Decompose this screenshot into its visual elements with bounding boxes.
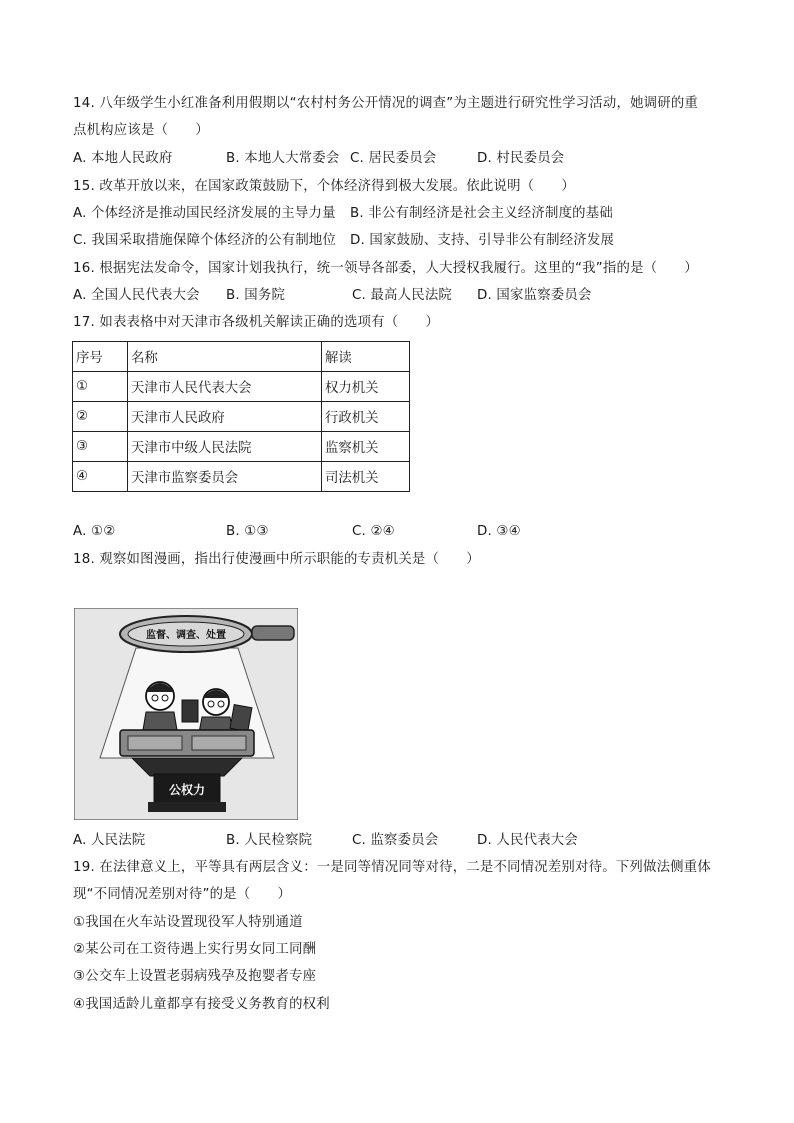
q18-option-d: D. 人民代表大会 xyxy=(477,833,578,848)
q16-option-b: B. 国务院 xyxy=(226,288,286,303)
q14-option-c: C. 居民委员会 xyxy=(350,151,437,166)
q14-stem-line2: 点机构应该是（ ） xyxy=(73,123,209,138)
q17-option-a: A. ①② xyxy=(73,524,116,539)
q17-option-d: D. ③④ xyxy=(477,524,521,539)
q17-stem: 17. 如表表格中对天津市各级机关解读正确的选项有（ ） xyxy=(73,315,440,330)
q16-option-d: D. 国家监察委员会 xyxy=(477,288,592,303)
table-cell: 行政机关 xyxy=(322,402,410,432)
table-cell: 司法机关 xyxy=(322,462,410,492)
table-cell: 天津市人民政府 xyxy=(128,402,322,432)
q19-stem-line2: 现“不同情况差别对待”的是（ ） xyxy=(73,887,292,902)
q15-option-c: C. 我国采取措施保障个体经济的公有制地位 xyxy=(73,233,337,248)
q16-option-a: A. 全国人民代表大会 xyxy=(73,288,200,303)
table-row xyxy=(73,432,410,462)
q14-option-b: B. 本地人大常委会 xyxy=(226,151,340,166)
q14-option-d: D. 村民委员会 xyxy=(477,151,565,166)
q15-option-b: B. 非公有制经济是社会主义经济制度的基础 xyxy=(350,206,613,221)
q14-option-a: A. 本地人民政府 xyxy=(73,151,173,166)
q18-option-a: A. 人民法院 xyxy=(73,833,146,848)
q16-option-c: C. 最高人民法院 xyxy=(352,288,453,303)
table-cell: 权力机关 xyxy=(322,372,410,402)
q19-item-2: ②某公司在工资待遇上实行男女同工同酬 xyxy=(73,942,317,957)
table-cell: ② xyxy=(73,402,128,432)
q19-item-3: ③公交车上设置老弱病残孕及抱婴者专座 xyxy=(73,969,317,984)
table-row xyxy=(73,372,410,402)
q18-stem: 18. 观察如图漫画，指出行使漫画中所示职能的专责机关是（ ） xyxy=(73,552,480,567)
magnifier-label: 监督、调查、处置 xyxy=(146,630,226,641)
table-header-cell: 序号 xyxy=(73,342,128,372)
stand-label: 公权力 xyxy=(168,783,206,797)
q15-stem: 15. 改革开放以来，在国家政策鼓励下，个体经济得到极大发展。依此说明（ ） xyxy=(73,179,576,194)
table-cell: 监察机关 xyxy=(322,432,410,462)
table-cell: ① xyxy=(73,372,128,402)
table-row xyxy=(73,402,410,432)
table-cell: ③ xyxy=(73,432,128,462)
q19-stem-line1: 19. 在法律意义上，平等具有两层含义：一是同等情况同等对待，二是不同情况差别对待。下列做法侧重体 xyxy=(73,860,711,875)
q19-item-4: ④我国适龄儿童都享有接受义务教育的权利 xyxy=(73,997,330,1012)
q17-option-c: C. ②④ xyxy=(352,524,395,539)
q17-option-b: B. ①③ xyxy=(226,524,269,539)
table-header-cell: 解读 xyxy=(322,342,410,372)
q15-option-a: A. 个体经济是推动国民经济发展的主导力量 xyxy=(73,206,336,221)
q17-table xyxy=(72,341,410,492)
q16-stem: 16. 根据宪法发命令，国家计划我执行，统一领导各部委，人大授权我履行。这里的“我”指的是（ ） xyxy=(73,261,699,276)
table-cell: 天津市监察委员会 xyxy=(128,462,322,492)
table-header-cell: 名称 xyxy=(128,342,322,372)
table-cell: 天津市中级人民法院 xyxy=(128,432,322,462)
q18-option-c: C. 监察委员会 xyxy=(352,833,439,848)
table-cell: ④ xyxy=(73,462,128,492)
q14-stem-line1: 14. 八年级学生小红准备利用假期以“农村村务公开情况的调查”为主题进行研究性学习活动，她调研的重 xyxy=(73,96,699,111)
q18-option-b: B. 人民检察院 xyxy=(226,833,313,848)
q19-item-1: ①我国在火车站设置现役军人特别通道 xyxy=(73,915,303,930)
q15-option-d: D. 国家鼓励、支持、引导非公有制经济发展 xyxy=(350,233,615,248)
supervision-cartoon xyxy=(74,608,298,820)
table-row xyxy=(73,462,410,492)
table-header-row xyxy=(73,342,410,372)
table-cell: 天津市人民代表大会 xyxy=(128,372,322,402)
